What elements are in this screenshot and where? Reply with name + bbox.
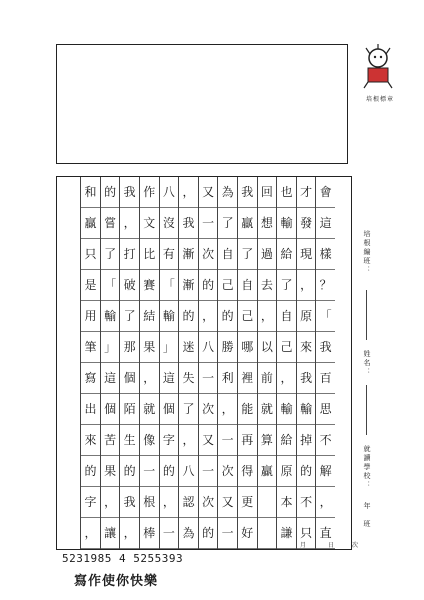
- name-label: 姓名：: [363, 350, 371, 377]
- essay-cell: 像: [140, 425, 159, 456]
- essay-cell: 個: [120, 363, 139, 394]
- essay-cell: 了: [277, 270, 296, 301]
- essay-cell: 算: [258, 425, 277, 456]
- essay-cell: 的: [81, 456, 100, 487]
- essay-cell: 就: [258, 394, 277, 425]
- essay-cell: 作: [140, 177, 159, 208]
- essay-cell: 再: [238, 425, 257, 456]
- essay-cell: 的: [120, 456, 139, 487]
- session-label: 次: [352, 542, 359, 549]
- essay-cell: 的: [101, 177, 120, 208]
- essay-cell: 前: [258, 363, 277, 394]
- essay-cell: ，: [101, 487, 120, 518]
- essay-cell: 「: [160, 270, 179, 301]
- essay-cell: ，: [316, 487, 335, 518]
- essay-cell: 自: [218, 239, 237, 270]
- month-label: 月: [300, 542, 307, 549]
- essay-cell: 這: [101, 363, 120, 394]
- essay-cell: 謙: [277, 518, 296, 549]
- essay-column: [198, 177, 218, 549]
- essay-cell: 會: [316, 177, 335, 208]
- essay-cell: 利: [218, 363, 237, 394]
- essay-cell: ，: [179, 425, 198, 456]
- essay-cell: 就: [140, 394, 159, 425]
- essay-cell: 賽: [140, 270, 159, 301]
- essay-cell: 裡: [238, 363, 257, 394]
- essay-cell: 了: [120, 301, 139, 332]
- essay-cell: 根: [140, 487, 159, 518]
- essay-cell: 打: [120, 239, 139, 270]
- essay-cell: 字: [81, 487, 100, 518]
- essay-cell: 一: [199, 363, 218, 394]
- essay-cell: 寫: [81, 363, 100, 394]
- day-label: 日: [328, 542, 335, 549]
- logo-label: 培根標章: [365, 96, 394, 103]
- essay-cell: 贏: [258, 456, 277, 487]
- essay-cell: 又: [199, 177, 218, 208]
- essay-cell: 去: [258, 270, 277, 301]
- essay-cell: 了: [101, 239, 120, 270]
- essay-cell: 次: [218, 456, 237, 487]
- essay-column: [296, 177, 316, 549]
- essay-cell: 輸: [160, 301, 179, 332]
- essay-cell: 又: [199, 425, 218, 456]
- essay-column: [315, 177, 335, 549]
- essay-cell: ，: [120, 208, 139, 239]
- essay-column: [159, 177, 179, 549]
- essay-cell: 解: [316, 456, 335, 487]
- essay-cell: 來: [297, 332, 316, 363]
- essay-cell: 次: [199, 487, 218, 518]
- essay-cell: ？: [316, 270, 335, 301]
- name-underline: [366, 385, 367, 435]
- essay-cell: 我: [179, 208, 198, 239]
- slogan: 寫作使你快樂: [74, 574, 159, 589]
- essay-cell: 一: [218, 425, 237, 456]
- comment-box: [56, 44, 348, 164]
- essay-cell: 了: [238, 239, 257, 270]
- essay-cell: 苦: [101, 425, 120, 456]
- essay-cell: 又: [218, 487, 237, 518]
- essay-cell: 過: [258, 239, 277, 270]
- class-underline: [366, 290, 367, 340]
- essay-cell: 用: [81, 301, 100, 332]
- essay-cell: 結: [140, 301, 159, 332]
- essay-column: [217, 177, 237, 549]
- essay-cell: 我: [120, 177, 139, 208]
- essay-cell: 只: [81, 239, 100, 270]
- essay-column: [257, 177, 277, 549]
- essay-cell: 比: [140, 239, 159, 270]
- essay-cell: ，: [199, 301, 218, 332]
- badge-logo-icon: [358, 44, 398, 90]
- essay-cell: 筆: [81, 332, 100, 363]
- essay-cell: 好: [238, 518, 257, 549]
- essay-cell: 八: [199, 332, 218, 363]
- essay-cell: 棒: [140, 518, 159, 549]
- essay-cell: 本: [277, 487, 296, 518]
- essay-column: [139, 177, 159, 549]
- essay-cell: 失: [179, 363, 198, 394]
- essay-cell: 次: [199, 394, 218, 425]
- essay-cell: 來: [81, 425, 100, 456]
- essay-cell: 八: [160, 177, 179, 208]
- essay-cell: [258, 518, 277, 549]
- essay-cell: 己: [218, 270, 237, 301]
- essay-cell: 文: [140, 208, 159, 239]
- essay-cell: 輸: [297, 394, 316, 425]
- essay-cell: 的: [199, 270, 218, 301]
- essay-cell: 想: [258, 208, 277, 239]
- essay-cell: 發: [297, 208, 316, 239]
- essay-cell: 次: [199, 239, 218, 270]
- essay-cell: 的: [160, 456, 179, 487]
- essay-cell: 己: [238, 301, 257, 332]
- essay-cell: 八: [179, 456, 198, 487]
- essay-cell: 沒: [160, 208, 179, 239]
- essay-cell: 嘗: [101, 208, 120, 239]
- essay-cell: 贏: [238, 208, 257, 239]
- grade-label: 年: [363, 502, 371, 511]
- essay-cell: 個: [101, 394, 120, 425]
- essay-cell: 「: [101, 270, 120, 301]
- essay-cell: 只: [297, 518, 316, 549]
- essay-column: [100, 177, 120, 549]
- essay-cell: 我: [238, 177, 257, 208]
- essay-cell: 思: [316, 394, 335, 425]
- essay-cell: 也: [277, 177, 296, 208]
- essay-cell: 能: [238, 394, 257, 425]
- essay-cell: 果: [140, 332, 159, 363]
- essay-cell: 「: [316, 301, 335, 332]
- essay-cell: 字: [160, 425, 179, 456]
- essay-cell: 一: [199, 456, 218, 487]
- essay-cell: 有: [160, 239, 179, 270]
- essay-cell: 漸: [179, 270, 198, 301]
- essay-cell: 是: [81, 270, 100, 301]
- essay-cell: ，: [258, 301, 277, 332]
- essay-cell: 原: [297, 301, 316, 332]
- essay-cell: 的: [297, 456, 316, 487]
- essay-column: [237, 177, 257, 549]
- submission-code: 5231985 4 5255393: [62, 552, 184, 565]
- essay-cell: 一: [160, 518, 179, 549]
- essay-cell: 為: [218, 177, 237, 208]
- essay-cell: 生: [120, 425, 139, 456]
- essay-cell: 直: [316, 518, 335, 549]
- essay-cell: 迷: [179, 332, 198, 363]
- essay-column: [276, 177, 296, 549]
- essay-cell: 我: [316, 332, 335, 363]
- essay-cell: 那: [120, 332, 139, 363]
- essay-cell: 樣: [316, 239, 335, 270]
- essay-cell: 我: [297, 363, 316, 394]
- essay-cell: 為: [179, 518, 198, 549]
- essay-cell: 現: [297, 239, 316, 270]
- essay-cell: 回: [258, 177, 277, 208]
- essay-cell: 破: [120, 270, 139, 301]
- essay-cell: 以: [258, 332, 277, 363]
- essay-cell: 」: [101, 332, 120, 363]
- essay-cell: ，: [297, 270, 316, 301]
- essay-cell: 的: [179, 301, 198, 332]
- essay-cell: 這: [160, 363, 179, 394]
- essay-column: [119, 177, 139, 549]
- essay-cell: 漸: [179, 239, 198, 270]
- essay-cell: ，: [160, 487, 179, 518]
- essay-cell: 贏: [81, 208, 100, 239]
- essay-cell: 己: [277, 332, 296, 363]
- class-label: 培根編班：: [363, 230, 371, 275]
- essay-cell: 這: [316, 208, 335, 239]
- essay-cell: ，: [277, 363, 296, 394]
- essay-cell: ，: [140, 363, 159, 394]
- essay-cell: 果: [101, 456, 120, 487]
- essay-cell: ，: [81, 518, 100, 549]
- essay-cell: 自: [277, 301, 296, 332]
- student-info-panel: [356, 220, 396, 550]
- essay-cell: 了: [218, 208, 237, 239]
- essay-cell: 的: [199, 518, 218, 549]
- essay-cell: 勝: [218, 332, 237, 363]
- essay-cell: ，: [218, 394, 237, 425]
- essay-cell: 了: [179, 394, 198, 425]
- essay-cell: 認: [179, 487, 198, 518]
- essay-cell: 百: [316, 363, 335, 394]
- essay-cell: 讓: [101, 518, 120, 549]
- essay-cell: [258, 487, 277, 518]
- essay-cell: 不: [316, 425, 335, 456]
- essay-cell: 的: [218, 301, 237, 332]
- essay-cell: 個: [160, 394, 179, 425]
- essay-cell: 出: [81, 394, 100, 425]
- essay-cell: 哪: [238, 332, 257, 363]
- class-num-label: 班: [363, 520, 371, 529]
- essay-cell: 給: [277, 425, 296, 456]
- essay-cell: 輸: [101, 301, 120, 332]
- essay-cell: 陌: [120, 394, 139, 425]
- essay-cell: 不: [297, 487, 316, 518]
- essay-cell: 得: [238, 456, 257, 487]
- essay-cell: 掉: [297, 425, 316, 456]
- essay-cell: 一: [140, 456, 159, 487]
- essay-cell: 輸: [277, 208, 296, 239]
- essay-cell: 一: [218, 518, 237, 549]
- essay-cell: 才: [297, 177, 316, 208]
- essay-cell: ，: [179, 177, 198, 208]
- essay-cell: 一: [199, 208, 218, 239]
- essay-cell: 自: [238, 270, 257, 301]
- essay-cell: 更: [238, 487, 257, 518]
- essay-cell: 給: [277, 239, 296, 270]
- essay-grid: [56, 176, 352, 550]
- essay-column: [80, 177, 100, 549]
- essay-cell: 」: [160, 332, 179, 363]
- essay-cell: 我: [120, 487, 139, 518]
- essay-column: [178, 177, 198, 549]
- essay-cell: ，: [120, 518, 139, 549]
- essay-cell: 輸: [277, 394, 296, 425]
- essay-cell: 原: [277, 456, 296, 487]
- school-label: 就讀學校：: [363, 445, 371, 490]
- essay-cell: 和: [81, 177, 100, 208]
